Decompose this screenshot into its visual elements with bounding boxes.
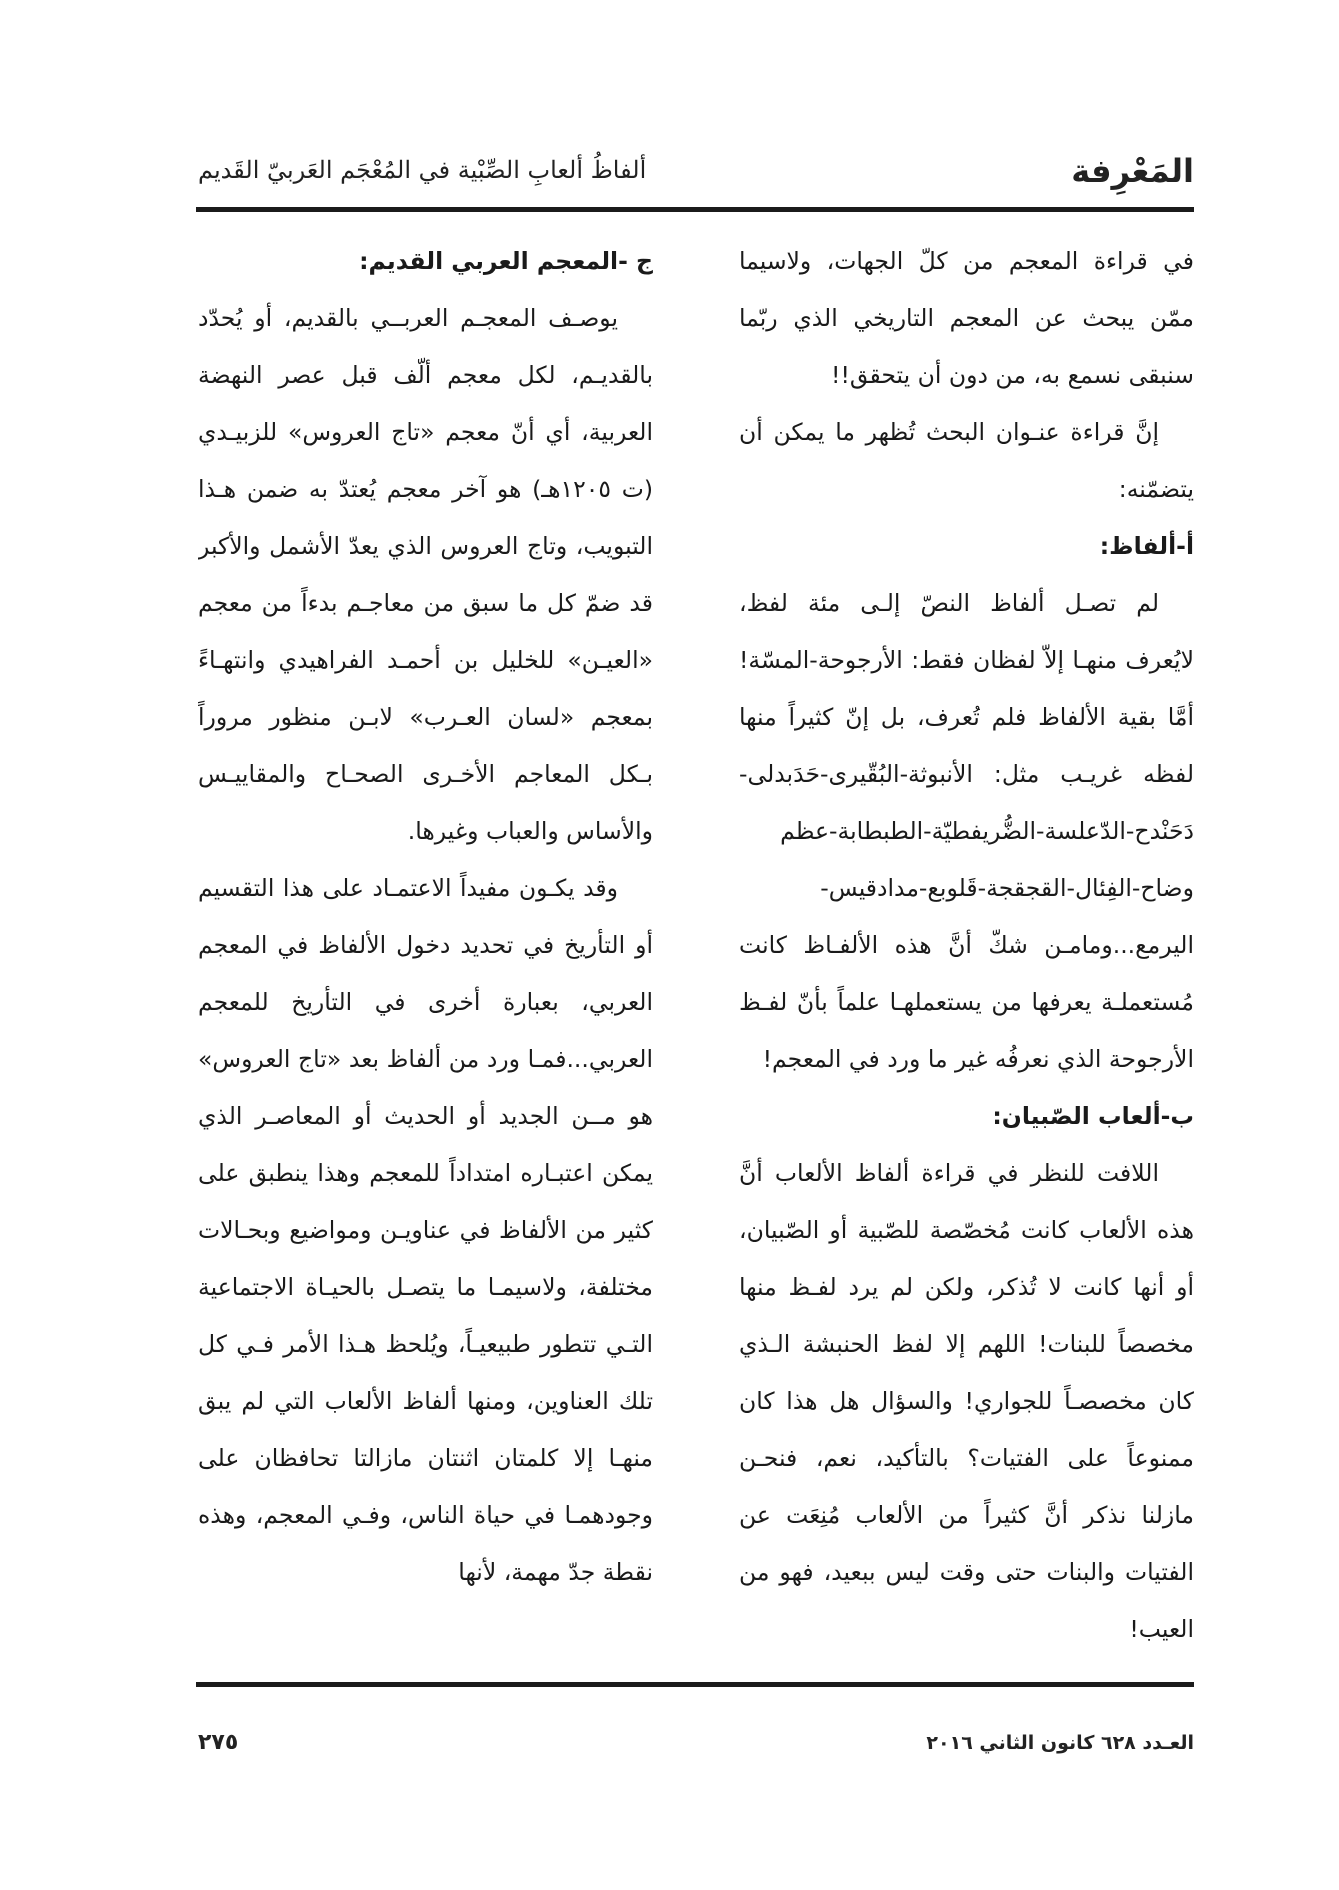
paragraph: لم تصـل ألفاظ النصّ إلـى مئة لفظ، لايُعرف منهـا إلاّ لفظان فقط: الأرجوحة-المسّة! أمَّا بقية الألفاظ فلم تُعرف، بل إنّ كثيراً منها لفظه غريـب مثل: الأنبوثة-البُقّيرى-حَدَبدلى-دَحَنْدح-الدّعلسة-الضُّريفطيّة-الطبطابة-عظم وضاح-الفِئال-القجقجة-قَلوبع-مدادقيس-اليرمع...ومامـن شكّ أنَّ هذه الألفـاظ كانت مُستعملـة يعرفها من يستعملهـا علماً بأنّ لفـظ الأرجوحة الذي نعرفُه غير ما ورد في المعجم! [739, 589, 1194, 1073]
page-number: ٢٧٥ [198, 1730, 239, 1755]
paragraph: إنَّ قراءة عنـوان البحث تُظهر ما يمكن أن يتضمّنه: [739, 418, 1194, 503]
header-rule [196, 207, 1194, 212]
right-text-column [739, 233, 1194, 1673]
section-heading-a: أ-ألفاظ: [1099, 532, 1194, 560]
section-heading-c: ج -المعجم العربي القديم: [359, 247, 653, 275]
magazine-logo: المَعْرِفة [1071, 152, 1194, 190]
article-running-title: ألفاظُ ألعابِ الصِّبْية في المُعْجَم العَربيّ القَديم [198, 156, 647, 184]
paragraph: يوصـف المعجـم العربــي بالقديم، أو يُحدّد بالقديـم، لكل معجم ألّف قبل عصر النهضة العربية، أي أنّ معجم «تاج العروس» للزبيـدي (ت ١٢٠٥هـ) هو آخر معجم يُعتدّ به ضمن هـذا التبويب، وتاج العروس الذي يعدّ الأشمل والأكبر قد ضمّ كل ما سبق من معاجـم بدءاً من معجم «العيـن» للخليل بن أحمـد الفراهيدي وانتهـاءً بمعجم «لسان العـرب» لابـن منظور مروراً بـكل المعاجم الأخـرى الصحـاح والمقاييـس والأساس والعباب وغيرها. [198, 304, 653, 845]
section-heading-b: ب-ألعاب الصّبيان: [992, 1102, 1194, 1130]
issue-info: العـدد ٦٢٨ كانون الثاني ٢٠١٦ [926, 1732, 1194, 1754]
paragraph: وقد يكـون مفيداً الاعتمـاد على هذا التقسيم أو التأريخ في تحديد دخول الألفاظ في المعجم العربي، بعبارة أخرى في التأريخ للمعجم العربي...فمـا ورد من ألفاظ بعد «تاج العروس» هو مــن الجديد أو الحديث أو المعاصـر الذي يمكن اعتبـاره امتداداً للمعجم وهذا ينطبق على كثير من الألفاظ في عناويـن ومواضيع وبحـالات مختلفة، ولاسيمـا ما يتصـل بالحيـاة الاجتماعية التـي تتطور طبيعيـاً، ويُلحظ هـذا الأمر فـي كل تلك العناوين، ومنها ألفاظ الألعاب التي لم يبق منهـا إلا كلمتان اثنتان مازالتا تحافظان على وجودهمـا في حياة الناس، وفـي المعجم، وهذه نقطة جدّ مهمة، لأنها [198, 874, 653, 1586]
paragraph: اللافت للنظر في قراءة ألفاظ الألعاب أنَّ هذه الألعاب كانت مُخصّصة للصّبية أو الصّبيان، أو أنها كانت لا تُذكر، ولكن لم يرد لفـظ منها مخصصاً للبنات! اللهم إلا لفظ الحنبشة الـذي كان مخصصـاً للجواري! والسؤال هل هذا كان ممنوعاً على الفتيات؟ بالتأكيد، نعم، فنحـن مازلنا نذكر أنَّ كثيراً من الألعاب مُنِعَت عن الفتيات والبنات حتى وقت ليس ببعيد، فهو من العيب! [739, 1159, 1194, 1643]
paragraph: في قراءة المعجم من كلّ الجهات، ولاسيما ممّن يبحث عن المعجم التاريخي الذي ربّما سنبقى نسمع به، من دون أن يتحقق!! [739, 247, 1194, 389]
footer-rule [196, 1682, 1194, 1687]
left-text-column [198, 233, 653, 1673]
